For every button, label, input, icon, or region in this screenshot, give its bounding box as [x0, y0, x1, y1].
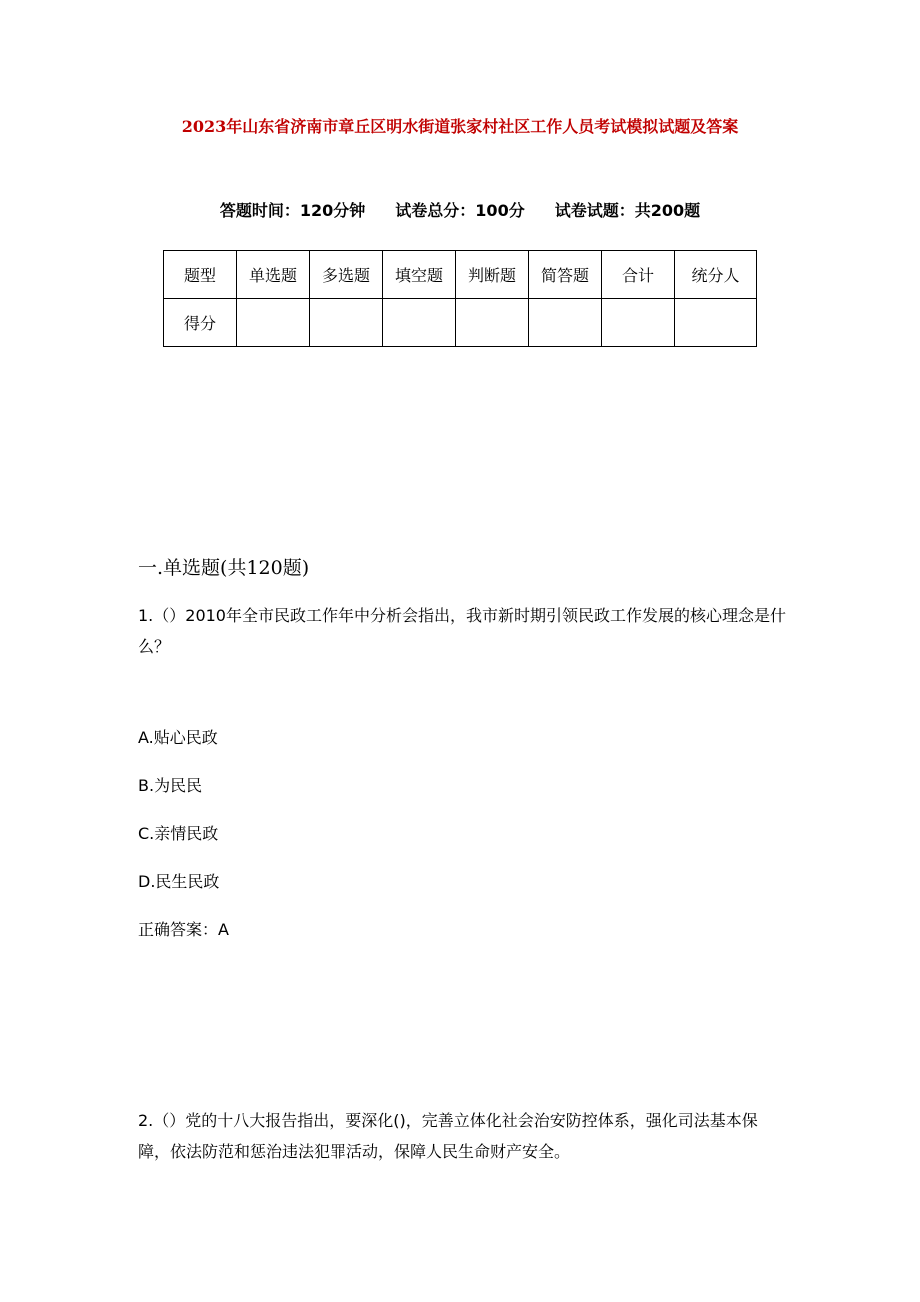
- exam-total-score: 试卷总分：100分: [395, 201, 525, 220]
- score-cell[interactable]: [456, 299, 529, 347]
- score-table-header-row: [164, 251, 757, 299]
- question-2-text: 2.（）党的十八大报告指出，要深化()，完善立体化社会治安防控体系，强化司法基本保障，依法防范和惩治违法犯罪活动，保障人民生命财产安全。: [138, 1111, 758, 1161]
- score-header-cell: 合计: [602, 251, 675, 299]
- score-header-cell: 简答题: [529, 251, 602, 299]
- score-header-cell: 填空题: [383, 251, 456, 299]
- question-1-option-b: B.为民民: [138, 776, 203, 795]
- score-cell[interactable]: [383, 299, 456, 347]
- score-table: [163, 250, 757, 347]
- question-1-option-d: D.民生民政: [138, 872, 220, 891]
- score-header-cell: 题型: [164, 251, 237, 299]
- document-title: 2023年山东省济南市章丘区明水街道张家村社区工作人员考试模拟试题及答案: [181, 117, 739, 136]
- question-1-option-c: C.亲情民政: [138, 824, 219, 843]
- section-heading: 一.单选题(共120题): [138, 557, 310, 579]
- score-header-cell: 多选题: [310, 251, 383, 299]
- question-1-answer: 正确答案：A: [138, 920, 229, 939]
- question-1-option-a: A.贴心民政: [138, 728, 218, 747]
- exam-time: 答题时间：120分钟: [219, 201, 366, 220]
- score-cell[interactable]: [675, 299, 757, 347]
- score-cell[interactable]: [310, 299, 383, 347]
- exam-question-count: 试卷试题：共200题: [554, 201, 701, 220]
- score-header-cell: 判断题: [456, 251, 529, 299]
- score-header-cell: 统分人: [675, 251, 757, 299]
- score-header-cell: 单选题: [237, 251, 310, 299]
- score-cell[interactable]: [237, 299, 310, 347]
- score-row-label: 得分: [164, 299, 237, 347]
- exam-info: [0, 198, 920, 221]
- score-cell[interactable]: [529, 299, 602, 347]
- score-cell[interactable]: [602, 299, 675, 347]
- score-table-score-row: [164, 299, 757, 347]
- question-1-text: 1.（）2010年全市民政工作年中分析会指出，我市新时期引领民政工作发展的核心理念是什么？: [138, 606, 786, 656]
